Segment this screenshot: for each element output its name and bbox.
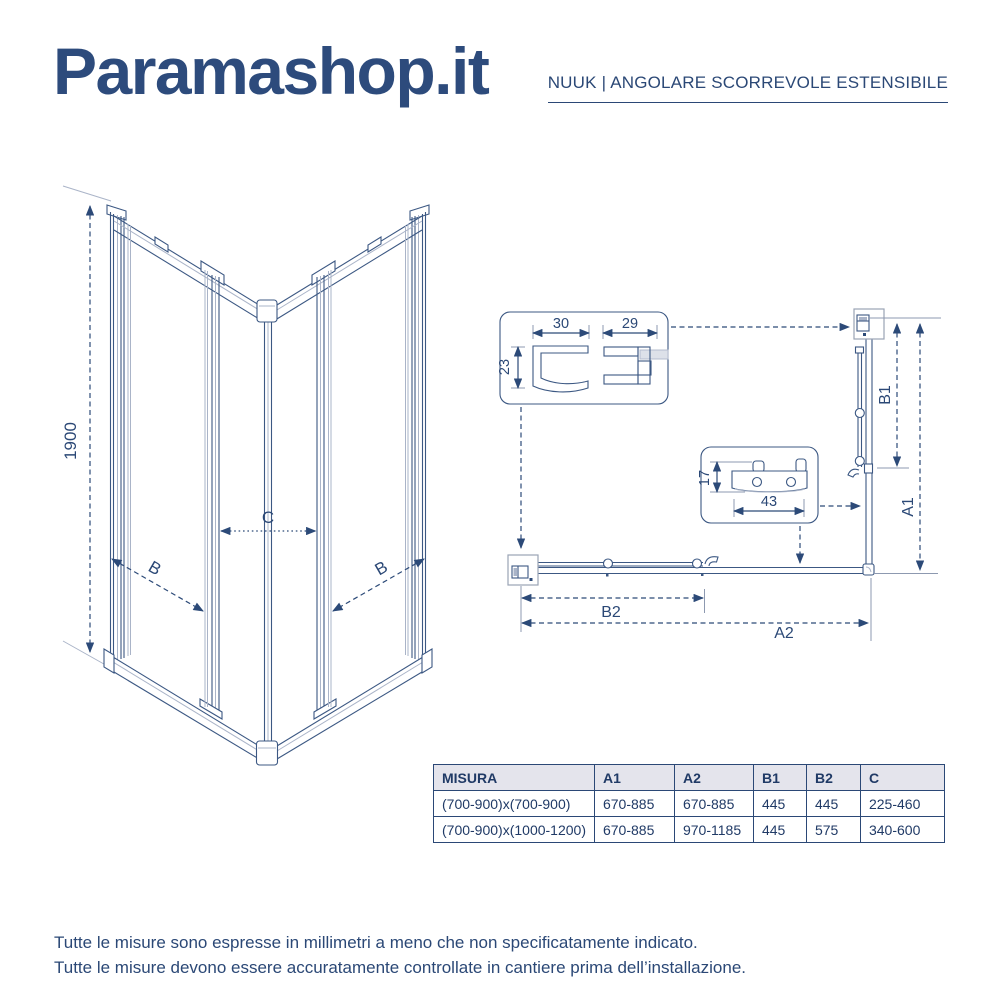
corner-marker-top [854,309,884,339]
table-header-cell: B2 [806,765,860,791]
height-dimension-1900 [61,186,111,668]
corner-post [257,300,278,765]
dimension-label-b2: B2 [601,604,621,621]
dimension-label-a1: A1 [900,497,917,517]
detail-dim-30: 30 [552,316,570,332]
size-table [433,764,945,843]
right-wall-panel [272,205,432,762]
table-header-cell: MISURA [434,765,595,791]
paramashop-logo: Paramashop.it [53,34,489,108]
door-dimension-b-left [112,557,203,611]
dimension-b1 [868,318,941,468]
sliding-door-right-wall [848,347,873,477]
table-cell: 445 [753,817,806,843]
table-cell: 445 [806,791,860,817]
table-cell: (700-900)x(700-900) [434,791,595,817]
detail-dim-29: 29 [621,316,639,332]
rail-detail-callout [697,447,818,523]
detail-dim-23: 23 [497,358,513,376]
isometric-drawing-svg [20,170,460,790]
table-cell: (700-900)x(1000-1200) [434,817,595,843]
plan-drawing-svg [480,290,960,670]
table-cell: 340-600 [860,817,944,843]
table-cell: 225-460 [860,791,944,817]
dimension-a1 [874,324,938,574]
detail-dim-43: 43 [760,494,778,510]
table-cell: 670-885 [674,791,753,817]
table-cell: 670-885 [594,791,674,817]
door-dimension-b-right [333,557,424,611]
table-header-cell: A1 [594,765,674,791]
detail-dim-17: 17 [697,469,713,487]
table-header-cell: C [860,765,944,791]
note-line-1: Tutte le misure sono espresse in millimetri a meno che non specificatamente indicato. [54,933,698,952]
dimension-label-b1: B1 [877,385,894,405]
dimension-b2 [521,586,705,632]
note-line-2: Tutte le misure devono essere accuratamente controllate in cantiere prima dell’installazione. [54,957,747,977]
table-header-cell: A2 [674,765,753,791]
table-header-row [434,765,945,791]
left-wall-panel [104,205,264,762]
dimension-label-a2: A2 [774,625,794,642]
measurement-notes [54,931,746,980]
table-cell: 670-885 [594,817,674,843]
opening-dimension-label: C [261,508,275,527]
table-cell: 970-1185 [674,817,753,843]
profile-detail-callout [497,312,668,404]
corner-marker-left [508,555,538,585]
product-title: NUUK | ANGOLARE SCORREVOLE ESTENSIBILE [548,73,948,103]
height-dimension-label: 1900 [61,422,80,460]
table-row [434,817,945,843]
table-cell: 445 [753,791,806,817]
table-row [434,791,945,817]
door-dimension-label-left: B [145,557,165,580]
door-dimension-label-right: B [371,557,391,580]
table-cell: 575 [806,817,860,843]
table-header-cell: B1 [753,765,806,791]
dimension-a2 [522,578,871,642]
